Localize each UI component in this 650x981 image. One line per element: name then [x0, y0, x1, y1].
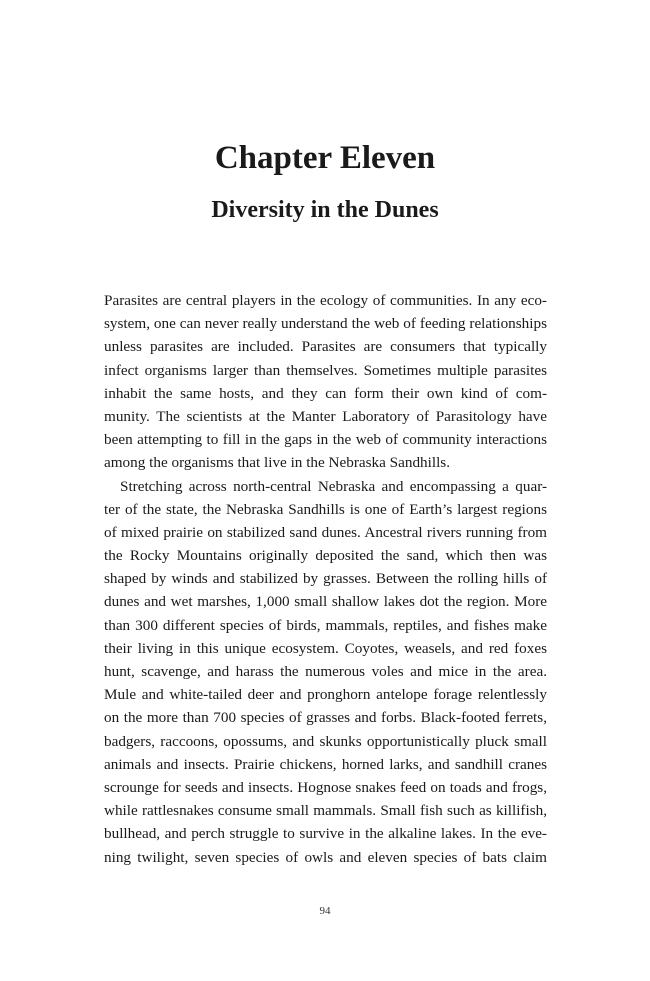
body-text: [104, 289, 547, 869]
text-line: system, one can never really understand the web of feeding relationships: [104, 315, 547, 333]
text-line: ning twilight, seven species of owls and eleven species of bats claim: [104, 848, 547, 866]
text-line: animals and insects. Prairie chickens, horned larks, and sandhill cranes: [104, 755, 547, 773]
text-line: hunt, scavenge, and harass the numerous voles and mice in the area.: [104, 663, 547, 680]
text-line: their living in this unique ecosystem. Coyotes, weasels, and red foxes: [104, 639, 547, 657]
text-line: ter of the state, the Nebraska Sandhills is one of Earth’s largest regions: [104, 500, 547, 518]
text-line: been attempting to fill in the gaps in the web of community interactions: [104, 431, 547, 449]
text-line: among the organisms that live in the Nebraska Sandhills.: [104, 454, 451, 472]
text-line: dunes and wet marshes, 1,000 small shallow lakes dot the region. More: [104, 593, 547, 611]
text-line: inhabit the same hosts, and they can form their own kind of com-: [104, 384, 547, 402]
text-line: bullhead, and perch struggle to survive in the alkaline lakes. In the eve-: [104, 825, 547, 843]
text-line: Parasites are central players in the ecology of communities. In any eco-: [104, 292, 547, 309]
chapter-title: Chapter Eleven: [214, 140, 436, 176]
text-line: than 300 different species of birds, mammals, reptiles, and fishes make: [104, 616, 547, 634]
text-line: munity. The scientists at the Manter Laboratory of Parasitology have: [104, 407, 547, 425]
text-line: Mule and white-tailed deer and pronghorn antelope forage relentlessly: [104, 686, 547, 704]
text-line: the Rocky Mountains originally deposited the sand, which then was: [104, 547, 547, 565]
chapter-subtitle: Diversity in the Dunes: [211, 197, 439, 223]
text-line: badgers, raccoons, opossums, and skunks opportunistically pluck small: [104, 732, 547, 750]
text-line: infect organisms larger than themselves. Sometimes multiple parasites: [104, 361, 547, 379]
text-line: unless parasites are included. Parasites are consumers that typically: [104, 338, 547, 356]
paragraph-1: [104, 289, 547, 475]
text-line: of mixed prairie on stabilized sand dunes. Ancestral rivers running from: [104, 523, 547, 541]
text-line: scrounge for seeds and insects. Hognose snakes feed on toads and frogs,: [104, 778, 547, 796]
text-line: while rattlesnakes consume small mammals. Small fish such as killifish,: [104, 802, 547, 820]
text-line: shaped by winds and stabilized by grasses. Between the rolling hills of: [104, 570, 547, 588]
paragraph-2: [104, 475, 547, 869]
text-line: on the more than 700 species of grasses and forbs. Black-footed ferrets,: [104, 709, 547, 727]
text-line: Stretching across north-central Nebraska and encompassing a quar-: [120, 477, 547, 495]
page-number: 94: [319, 905, 331, 917]
